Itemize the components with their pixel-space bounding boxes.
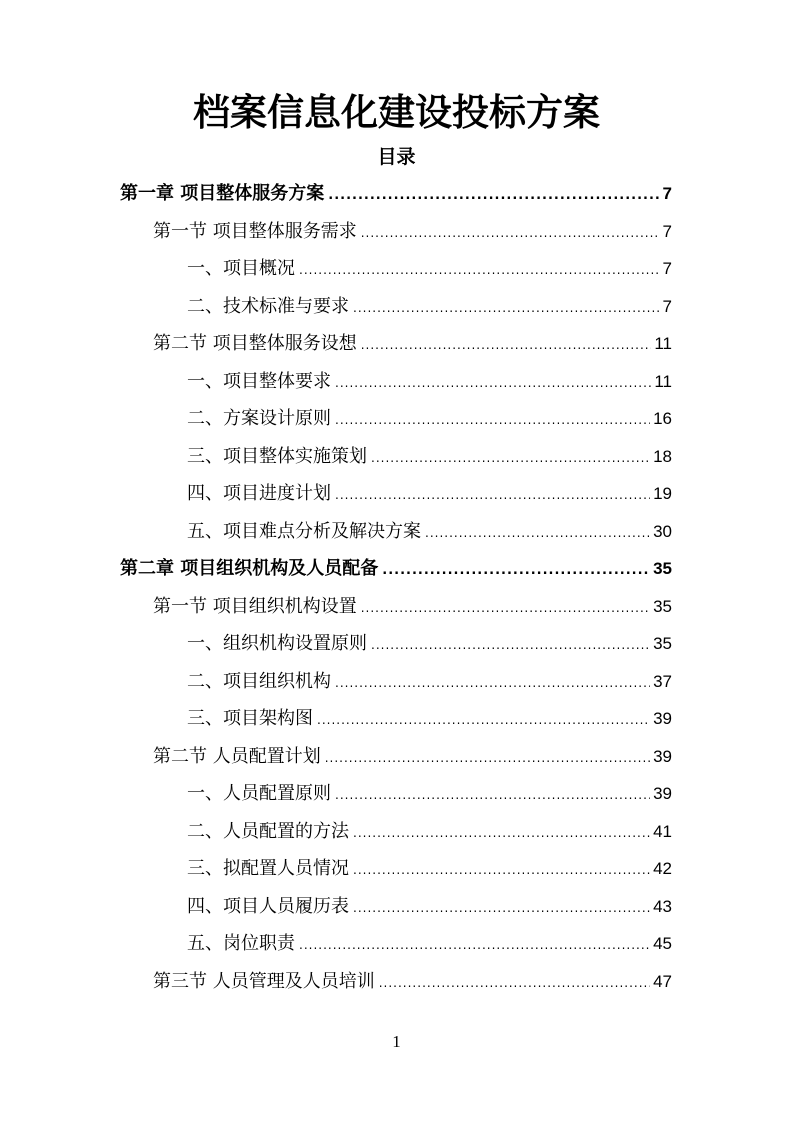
dot-leader (299, 252, 660, 289)
toc-entry-item[interactable] (187, 438, 672, 475)
toc-entry-section[interactable] (153, 213, 672, 250)
dot-leader (328, 177, 659, 214)
toc-entry-item[interactable] (187, 700, 672, 737)
toc-entry-label: 三、项目架构图 (187, 708, 313, 729)
dot-leader (361, 590, 650, 627)
toc-entry-item[interactable] (187, 400, 672, 437)
toc-entry-label: 二、技术标准与要求 (187, 295, 349, 317)
toc-entry-page: 11 (654, 371, 672, 391)
dot-leader (325, 740, 650, 777)
toc-entry-label: 第一节 项目整体服务需求 (153, 220, 357, 242)
toc-entry-label: 第三节 人员管理及人员培训 (153, 970, 375, 992)
dot-leader (335, 477, 650, 514)
toc-entry-page: 18 (653, 446, 672, 466)
dot-leader (317, 702, 650, 739)
toc-entry-item[interactable] (187, 625, 672, 662)
dot-leader (361, 327, 652, 364)
document-title: 档案信息化建设投标方案 (193, 91, 600, 134)
toc-entry-label: 四、项目进度计划 (187, 483, 331, 504)
toc-entry-page: 11 (654, 334, 672, 353)
dot-leader (335, 777, 650, 814)
toc-entry-page: 42 (653, 859, 672, 878)
toc-entry-item[interactable] (187, 888, 672, 925)
toc-entry-page: 7 (662, 259, 672, 278)
toc-entry-page: 16 (653, 409, 672, 428)
toc-entry-chapter-1[interactable] (120, 175, 672, 212)
toc-entry-label: 第一节 项目组织机构设置 (153, 595, 357, 617)
dot-leader (335, 402, 650, 439)
toc-entry-label: 三、项目整体实施策划 (187, 445, 367, 467)
dot-leader (353, 815, 650, 852)
dot-leader (371, 627, 650, 664)
toc-entry-label: 二、人员配置的方法 (187, 820, 349, 842)
toc-entry-page: 35 (653, 596, 672, 616)
toc-entry-page: 35 (653, 559, 672, 578)
toc-entry-section[interactable] (153, 738, 672, 775)
toc-entry-item[interactable] (187, 663, 672, 700)
toc-entry-page: 47 (653, 971, 672, 991)
toc-entry-chapter-2[interactable] (120, 550, 672, 587)
toc-entry-page: 39 (653, 709, 672, 728)
toc-entry-label: 第二节 项目整体服务设想 (153, 333, 357, 354)
toc-entry-label: 五、岗位职责 (187, 933, 295, 954)
toc-entry-page: 7 (662, 221, 672, 241)
toc-entry-item[interactable] (187, 513, 672, 550)
dot-leader (425, 515, 650, 552)
toc-entry-item[interactable] (187, 775, 672, 812)
toc-entry-page: 45 (653, 934, 672, 953)
toc-entry-item[interactable] (187, 850, 672, 887)
toc-entry-label: 二、方案设计原则 (187, 408, 331, 429)
toc-heading: 目录 (377, 146, 416, 168)
dot-leader (353, 852, 650, 889)
toc-entry-page: 7 (662, 296, 672, 316)
page-number: 1 (392, 1032, 401, 1051)
toc-entry-item[interactable] (187, 288, 672, 325)
toc-entry-page: 39 (653, 746, 672, 766)
dot-leader (371, 440, 650, 477)
toc-entry-label: 第一章 项目整体服务方案 (120, 183, 325, 204)
dot-leader (353, 290, 660, 327)
toc-entry-page: 7 (662, 184, 672, 203)
toc-entry-page: 41 (653, 821, 672, 841)
toc-entry-label: 第二章 项目组织机构及人员配备 (120, 558, 379, 579)
toc-entry-item[interactable] (187, 250, 672, 287)
dot-leader (379, 965, 650, 1002)
toc-entry-item[interactable] (187, 925, 672, 962)
toc-entry-label: 一、项目整体要求 (187, 370, 331, 392)
toc-entry-section[interactable] (153, 963, 672, 1000)
toc-entry-item[interactable] (187, 363, 672, 400)
toc-entry-page: 43 (653, 896, 672, 916)
toc-entry-section[interactable] (153, 588, 672, 625)
dot-leader (335, 665, 650, 702)
dot-leader (353, 890, 650, 927)
dot-leader (335, 365, 651, 402)
toc-entry-page: 30 (653, 521, 672, 541)
dot-leader (361, 215, 660, 252)
toc-entry-page: 39 (653, 784, 672, 803)
toc-entry-label: 四、项目人员履历表 (187, 895, 349, 917)
toc-entry-label: 二、项目组织机构 (187, 670, 331, 692)
toc-entry-label: 三、拟配置人员情况 (187, 858, 349, 879)
dot-leader (299, 927, 650, 964)
toc-entry-label: 一、组织机构设置原则 (187, 633, 367, 654)
toc-entry-item[interactable] (187, 813, 672, 850)
toc-entry-section[interactable] (153, 325, 672, 362)
toc-entry-label: 第二节 人员配置计划 (153, 745, 321, 767)
toc-entry-item[interactable] (187, 475, 672, 512)
toc-entry-page: 19 (653, 484, 672, 503)
toc-entry-label: 五、项目难点分析及解决方案 (187, 520, 421, 542)
dot-leader (382, 552, 650, 589)
toc-entry-page: 37 (653, 671, 672, 691)
toc-entry-label: 一、人员配置原则 (187, 783, 331, 804)
toc-entry-page: 35 (653, 634, 672, 653)
toc-entry-label: 一、项目概况 (187, 258, 295, 279)
